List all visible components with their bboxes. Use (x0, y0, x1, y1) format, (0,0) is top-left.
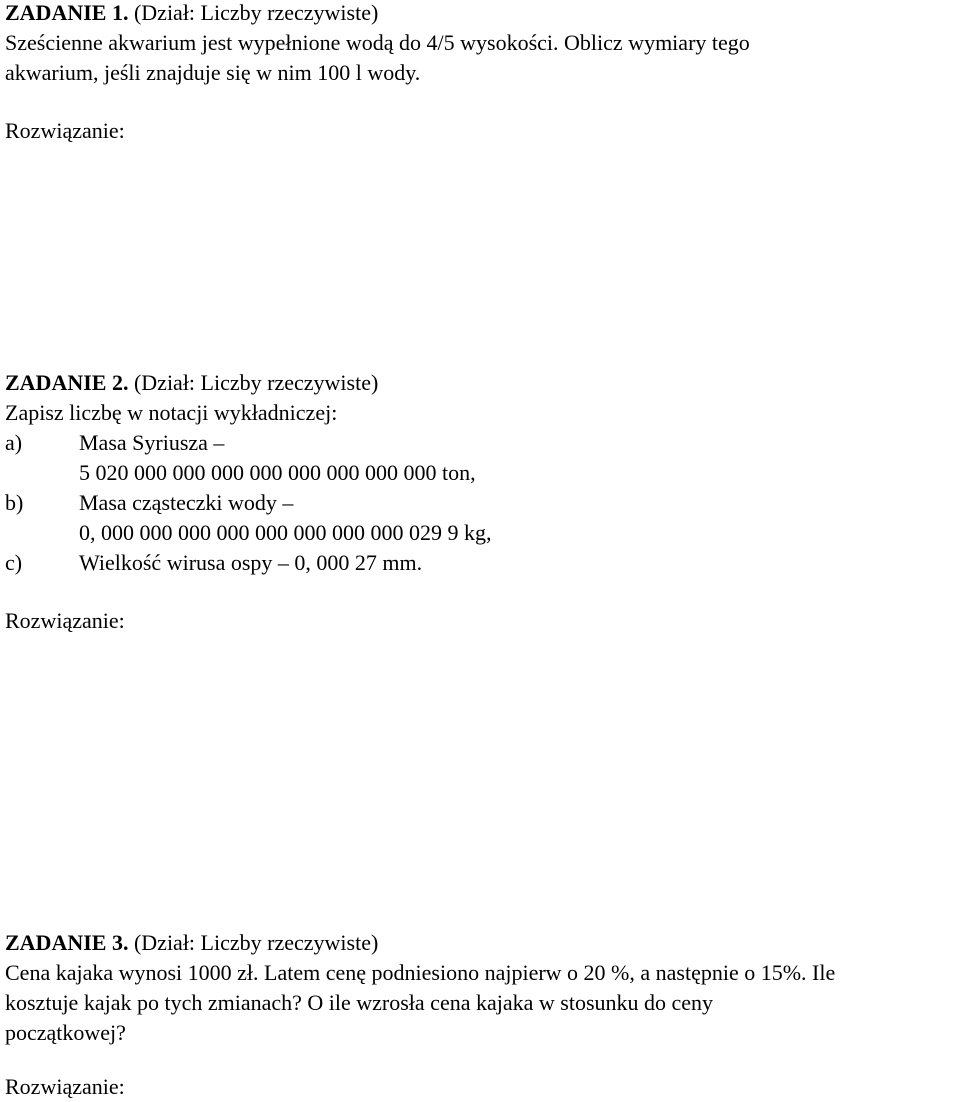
task-3 (5, 928, 960, 1048)
task-2 (5, 368, 960, 578)
task-2-item-c (5, 548, 960, 578)
task-1-heading (5, 0, 960, 28)
task-2-item-a-value: 5 020 000 000 000 000 000 000 000 000 ton, (79, 460, 476, 485)
task-1 (5, 0, 960, 88)
task-3-solution-label: Rozwiązanie: (5, 1074, 125, 1099)
task-2-item-a (5, 428, 960, 458)
task-2-solution-label: Rozwiązanie: (5, 608, 125, 633)
task-2-section: (Dział: Liczby rzeczywiste) (128, 370, 379, 395)
task-3-section: (Dział: Liczby rzeczywiste) (128, 930, 379, 955)
item-text: Wielkość wirusa ospy – 0, 000 27 mm. (79, 550, 423, 575)
task-1-text-line-1: Sześcienne akwarium jest wypełnione wodą do 4/5 wysokości. Oblicz wymiary tego (5, 30, 750, 55)
task-3-text-line-1: Cena kajaka wynosi 1000 zł. Latem cenę podniesiono najpierw o 20 %, a następnie o 15%. Ile (5, 960, 836, 985)
task-3-text-line-2: kosztuje kajak po tych zmianach? O ile wzrosła cena kajaka w stosunku do ceny (5, 990, 714, 1015)
item-text: Masa cząsteczki wody – (79, 490, 294, 515)
task-2-heading (5, 368, 960, 398)
task-2-title: ZADANIE 2. (5, 370, 129, 395)
task-3-title: ZADANIE 3. (5, 930, 129, 955)
item-letter: c) (5, 550, 23, 575)
task-1-section: (Dział: Liczby rzeczywiste) (128, 0, 379, 25)
task-1-title: ZADANIE 1. (5, 0, 129, 25)
task-1-text-line-2: akwarium, jeśli znajduje się w nim 100 l wody. (5, 60, 421, 85)
task-2-intro: Zapisz liczbę w notacji wykładniczej: (5, 400, 338, 425)
task-2-item-b (5, 488, 960, 518)
task-3-text-line-3: początkowej? (5, 1020, 126, 1045)
task-2-item-b-value: 0, 000 000 000 000 000 000 000 000 029 9 kg, (79, 520, 492, 545)
task-3-heading (5, 928, 960, 958)
item-letter: a) (5, 430, 23, 455)
item-letter: b) (5, 490, 24, 515)
item-text: Masa Syriusza – (79, 430, 225, 455)
task-1-solution-label: Rozwiązanie: (5, 118, 125, 143)
